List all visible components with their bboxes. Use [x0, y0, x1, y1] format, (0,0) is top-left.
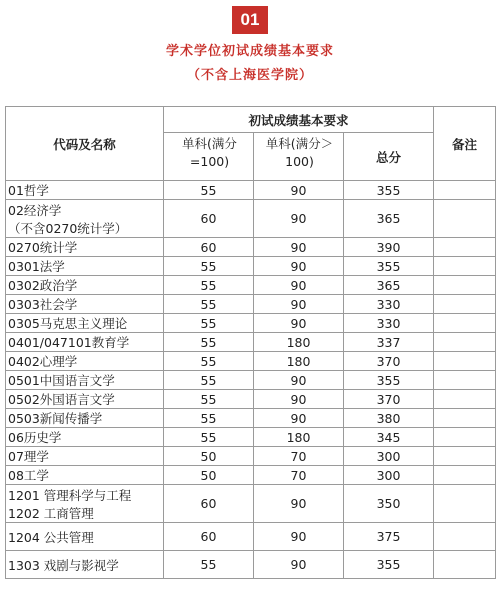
cell-s1: 55 [164, 390, 254, 409]
cell-total: 365 [344, 200, 434, 238]
cell-total: 300 [344, 466, 434, 485]
cell-s1: 55 [164, 276, 254, 295]
cell-s2: 90 [254, 257, 344, 276]
cell-note [434, 314, 496, 333]
cell-note [434, 428, 496, 447]
cell-name-line1: 0303社会学 [8, 297, 78, 312]
cell-name-line1: 0305马克思主义理论 [8, 316, 128, 331]
cell-s1: 55 [164, 257, 254, 276]
cell-name [6, 523, 164, 551]
cell-total: 375 [344, 523, 434, 551]
cell-note [434, 295, 496, 314]
cell-s1: 60 [164, 200, 254, 238]
cell-s1: 55 [164, 333, 254, 352]
table-row [6, 523, 496, 551]
cell-s1: 55 [164, 352, 254, 371]
cell-s1: 50 [164, 466, 254, 485]
cell-name-line1: 02经济学 [8, 202, 62, 218]
header-single-over-100: 单科(满分＞100) [254, 133, 344, 181]
cell-name [6, 257, 164, 276]
cell-s2: 90 [254, 200, 344, 238]
cell-s2: 180 [254, 352, 344, 371]
table-row [6, 371, 496, 390]
table-row [6, 200, 496, 238]
cell-s2: 180 [254, 428, 344, 447]
table-row [6, 257, 496, 276]
table-row [6, 447, 496, 466]
header-name: 代码及名称 [6, 107, 164, 181]
cell-note [434, 551, 496, 579]
table-row [6, 409, 496, 428]
cell-name-line1: 0401/047101教育学 [8, 335, 130, 350]
cell-name-line1: 0501中国语言文学 [8, 373, 115, 388]
cell-s2: 70 [254, 447, 344, 466]
cell-name-line1: 1204 公共管理 [8, 529, 94, 545]
cell-note [434, 409, 496, 428]
table-body [6, 181, 496, 579]
cell-name [6, 352, 164, 371]
page-title: 学术学位初试成绩基本要求 [165, 44, 334, 59]
section-number-badge: 01 [232, 6, 268, 34]
table-row [6, 276, 496, 295]
cell-s2: 90 [254, 371, 344, 390]
table-row [6, 428, 496, 447]
cell-name [6, 447, 164, 466]
cell-total: 345 [344, 428, 434, 447]
cell-s2: 180 [254, 333, 344, 352]
table-row [6, 466, 496, 485]
cell-note [434, 371, 496, 390]
cell-name [6, 371, 164, 390]
cell-name [6, 314, 164, 333]
table-row [6, 181, 496, 200]
cell-total: 370 [344, 352, 434, 371]
table-row [6, 314, 496, 333]
cell-s1: 55 [164, 409, 254, 428]
cell-total: 355 [344, 371, 434, 390]
cell-total: 370 [344, 390, 434, 409]
table-row [6, 551, 496, 579]
cell-note [434, 276, 496, 295]
header-group: 初试成绩基本要求 [164, 107, 434, 133]
cell-name [6, 276, 164, 295]
cell-s1: 55 [164, 314, 254, 333]
cell-total: 300 [344, 447, 434, 466]
page-subtitle: （不含上海医学院） [186, 68, 313, 83]
cell-s2: 90 [254, 295, 344, 314]
table-row [6, 485, 496, 523]
cell-total: 355 [344, 257, 434, 276]
cell-total: 330 [344, 314, 434, 333]
cell-name-line1: 0502外国语言文学 [8, 392, 115, 407]
cell-name-line1: 08工学 [8, 468, 49, 483]
cell-s1: 60 [164, 238, 254, 257]
cell-name-line2: 1202 工商管理 [8, 505, 94, 521]
cell-note [434, 523, 496, 551]
cell-note [434, 333, 496, 352]
cell-note [434, 390, 496, 409]
table-row [6, 390, 496, 409]
cell-name-line1: 0270统计学 [8, 240, 78, 255]
table-row [6, 333, 496, 352]
cell-name [6, 200, 164, 238]
cell-note [434, 181, 496, 200]
cell-s1: 60 [164, 523, 254, 551]
cell-name [6, 333, 164, 352]
cell-note [434, 238, 496, 257]
cell-s1: 55 [164, 295, 254, 314]
cell-s2: 70 [254, 466, 344, 485]
cell-s2: 90 [254, 551, 344, 579]
cell-total: 355 [344, 551, 434, 579]
cell-name [6, 181, 164, 200]
cell-name [6, 390, 164, 409]
cell-note [434, 257, 496, 276]
cell-note [434, 447, 496, 466]
cell-total: 365 [344, 276, 434, 295]
cell-name-line1: 0402心理学 [8, 354, 78, 369]
cell-name-line2: （不含0270统计学） [8, 220, 128, 236]
cell-name [6, 428, 164, 447]
cell-total: 337 [344, 333, 434, 352]
cell-note [434, 200, 496, 238]
cell-s2: 90 [254, 523, 344, 551]
cell-total: 350 [344, 485, 434, 523]
cell-total: 390 [344, 238, 434, 257]
cell-name-line1: 0302政治学 [8, 278, 78, 293]
cell-note [434, 485, 496, 523]
cell-total: 355 [344, 181, 434, 200]
cell-note [434, 352, 496, 371]
cell-name [6, 409, 164, 428]
cell-note [434, 466, 496, 485]
cell-name-line1: 01哲学 [8, 183, 49, 198]
cell-s2: 90 [254, 181, 344, 200]
cell-s1: 50 [164, 447, 254, 466]
cell-name-line1: 1303 戏剧与影视学 [8, 557, 119, 573]
cell-s1: 55 [164, 428, 254, 447]
cell-s2: 90 [254, 409, 344, 428]
score-requirements-table [5, 106, 496, 579]
table-row [6, 352, 496, 371]
table-row [6, 295, 496, 314]
cell-name-line1: 1201 管理科学与工程 [8, 487, 132, 503]
cell-s1: 55 [164, 551, 254, 579]
cell-total: 380 [344, 409, 434, 428]
cell-name [6, 295, 164, 314]
table-row [6, 238, 496, 257]
cell-s2: 90 [254, 276, 344, 295]
cell-s2: 90 [254, 314, 344, 333]
cell-name-line1: 0301法学 [8, 259, 65, 274]
cell-name [6, 485, 164, 523]
cell-name [6, 551, 164, 579]
header-single-100: 单科(满分=100) [164, 133, 254, 181]
cell-s1: 55 [164, 181, 254, 200]
cell-name-line1: 0503新闻传播学 [8, 411, 103, 426]
cell-total: 330 [344, 295, 434, 314]
cell-name-line1: 07理学 [8, 449, 49, 464]
cell-name [6, 466, 164, 485]
cell-s1: 55 [164, 371, 254, 390]
cell-s1: 60 [164, 485, 254, 523]
cell-s2: 90 [254, 485, 344, 523]
cell-name-line1: 06历史学 [8, 430, 62, 445]
cell-s2: 90 [254, 390, 344, 409]
header-total: 总分 [344, 133, 434, 181]
cell-name [6, 238, 164, 257]
header-note: 备注 [434, 107, 496, 181]
cell-s2: 90 [254, 238, 344, 257]
